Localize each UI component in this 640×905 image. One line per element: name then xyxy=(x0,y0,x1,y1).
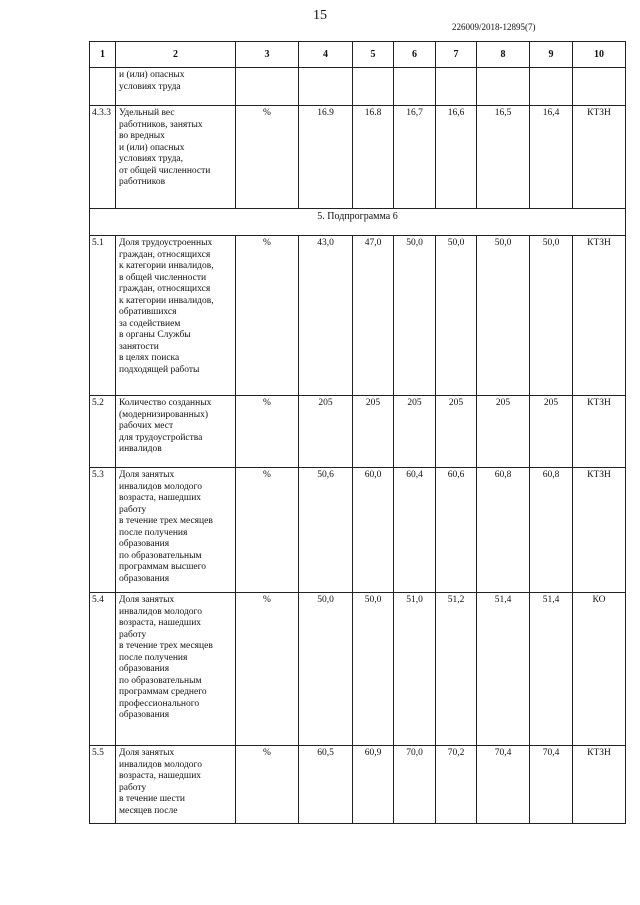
table-row xyxy=(90,106,626,209)
responsible-cell: КТЗН xyxy=(573,236,626,396)
value-col-4: 205 xyxy=(299,396,353,468)
value-col-7: 16,6 xyxy=(436,106,477,209)
value-col-5: 60,0 xyxy=(353,468,394,593)
table-row xyxy=(90,236,626,396)
col-header-4: 4 xyxy=(299,42,353,68)
responsible-cell: КО xyxy=(573,593,626,746)
unit-cell: % xyxy=(236,746,299,824)
table-row xyxy=(90,746,626,824)
value-col-6 xyxy=(394,68,436,106)
col-header-7: 7 xyxy=(436,42,477,68)
value-col-7: 51,2 xyxy=(436,593,477,746)
document-id: 226009/2018-12895(7) xyxy=(452,22,536,32)
responsible-cell: КТЗН xyxy=(573,396,626,468)
value-col-7 xyxy=(436,68,477,106)
row-id: 5.5 xyxy=(90,746,116,824)
value-col-8 xyxy=(477,68,530,106)
section-title: 5. Подпрограмма 6 xyxy=(90,209,626,236)
col-header-9: 9 xyxy=(530,42,573,68)
value-col-6: 50,0 xyxy=(394,236,436,396)
table-row xyxy=(90,593,626,746)
responsible-cell: КТЗН xyxy=(573,468,626,593)
col-header-10: 10 xyxy=(573,42,626,68)
value-col-4: 16.9 xyxy=(299,106,353,209)
value-col-4: 50,6 xyxy=(299,468,353,593)
responsible-cell xyxy=(573,68,626,106)
col-header-3: 3 xyxy=(236,42,299,68)
indicator-name: Доля занятых инвалидов молодого возраста, нашедших работу в течение трех месяцев после получения образования по образовательным программам высшего образования xyxy=(116,468,236,593)
indicator-name: Доля занятых инвалидов молодого возраста, нашедших работу в течение шести месяцев после xyxy=(116,746,236,824)
value-col-9: 205 xyxy=(530,396,573,468)
value-col-7: 70,2 xyxy=(436,746,477,824)
value-col-5 xyxy=(353,68,394,106)
unit-cell: % xyxy=(236,468,299,593)
value-col-6: 51,0 xyxy=(394,593,436,746)
table-row xyxy=(90,396,626,468)
value-col-8: 205 xyxy=(477,396,530,468)
value-col-7: 60,6 xyxy=(436,468,477,593)
unit-cell: % xyxy=(236,593,299,746)
value-col-6: 205 xyxy=(394,396,436,468)
row-id: 5.2 xyxy=(90,396,116,468)
indicator-name: Доля занятых инвалидов молодого возраста, нашедших работу в течение трех месяцев после получения образования по образовательным программам среднего профессионального образования xyxy=(116,593,236,746)
unit-cell: % xyxy=(236,106,299,209)
unit-cell: % xyxy=(236,396,299,468)
indicator-name: Удельный вес работников, занятых во вредных и (или) опасных условиях труда, от общей численности работников xyxy=(116,106,236,209)
table-row xyxy=(90,468,626,593)
value-col-4: 43,0 xyxy=(299,236,353,396)
value-col-5: 205 xyxy=(353,396,394,468)
value-col-8: 50,0 xyxy=(477,236,530,396)
col-header-5: 5 xyxy=(353,42,394,68)
value-col-8: 70,4 xyxy=(477,746,530,824)
value-col-9: 51,4 xyxy=(530,593,573,746)
value-col-5: 16.8 xyxy=(353,106,394,209)
table-row xyxy=(90,68,626,106)
value-col-4: 50,0 xyxy=(299,593,353,746)
value-col-8: 16,5 xyxy=(477,106,530,209)
value-col-9: 60,8 xyxy=(530,468,573,593)
responsible-cell: КТЗН xyxy=(573,746,626,824)
value-col-8: 51,4 xyxy=(477,593,530,746)
value-col-4: 60,5 xyxy=(299,746,353,824)
section-row xyxy=(90,209,626,236)
responsible-cell: КТЗН xyxy=(573,106,626,209)
indicator-name: и (или) опасных условиях труда xyxy=(116,68,236,106)
column-header-row xyxy=(90,42,626,68)
value-col-7: 50,0 xyxy=(436,236,477,396)
value-col-9: 16,4 xyxy=(530,106,573,209)
value-col-8: 60,8 xyxy=(477,468,530,593)
indicator-name: Количество созданных (модернизированных) рабочих мест для трудоустройства инвалидов xyxy=(116,396,236,468)
col-header-6: 6 xyxy=(394,42,436,68)
value-col-7: 205 xyxy=(436,396,477,468)
value-col-6: 70,0 xyxy=(394,746,436,824)
row-id xyxy=(90,68,116,106)
value-col-5: 47,0 xyxy=(353,236,394,396)
col-header-8: 8 xyxy=(477,42,530,68)
value-col-6: 60,4 xyxy=(394,468,436,593)
indicator-name: Доля трудоустроенных граждан, относящихся к категории инвалидов, в общей численности граждан, относящихся к категории инвалидов, обратившихся за содействием в органы Службы занятости в целях поиска подходящей работы xyxy=(116,236,236,396)
value-col-5: 60,9 xyxy=(353,746,394,824)
row-id: 5.1 xyxy=(90,236,116,396)
unit-cell: % xyxy=(236,236,299,396)
value-col-9 xyxy=(530,68,573,106)
value-col-4 xyxy=(299,68,353,106)
page-number: 15 xyxy=(313,8,327,23)
row-id: 5.4 xyxy=(90,593,116,746)
value-col-6: 16,7 xyxy=(394,106,436,209)
value-col-9: 70,4 xyxy=(530,746,573,824)
value-col-9: 50,0 xyxy=(530,236,573,396)
unit-cell xyxy=(236,68,299,106)
row-id: 5.3 xyxy=(90,468,116,593)
value-col-5: 50,0 xyxy=(353,593,394,746)
indicators-table xyxy=(89,41,626,824)
row-id: 4.3.3 xyxy=(90,106,116,209)
col-header-1: 1 xyxy=(90,42,116,68)
col-header-2: 2 xyxy=(116,42,236,68)
